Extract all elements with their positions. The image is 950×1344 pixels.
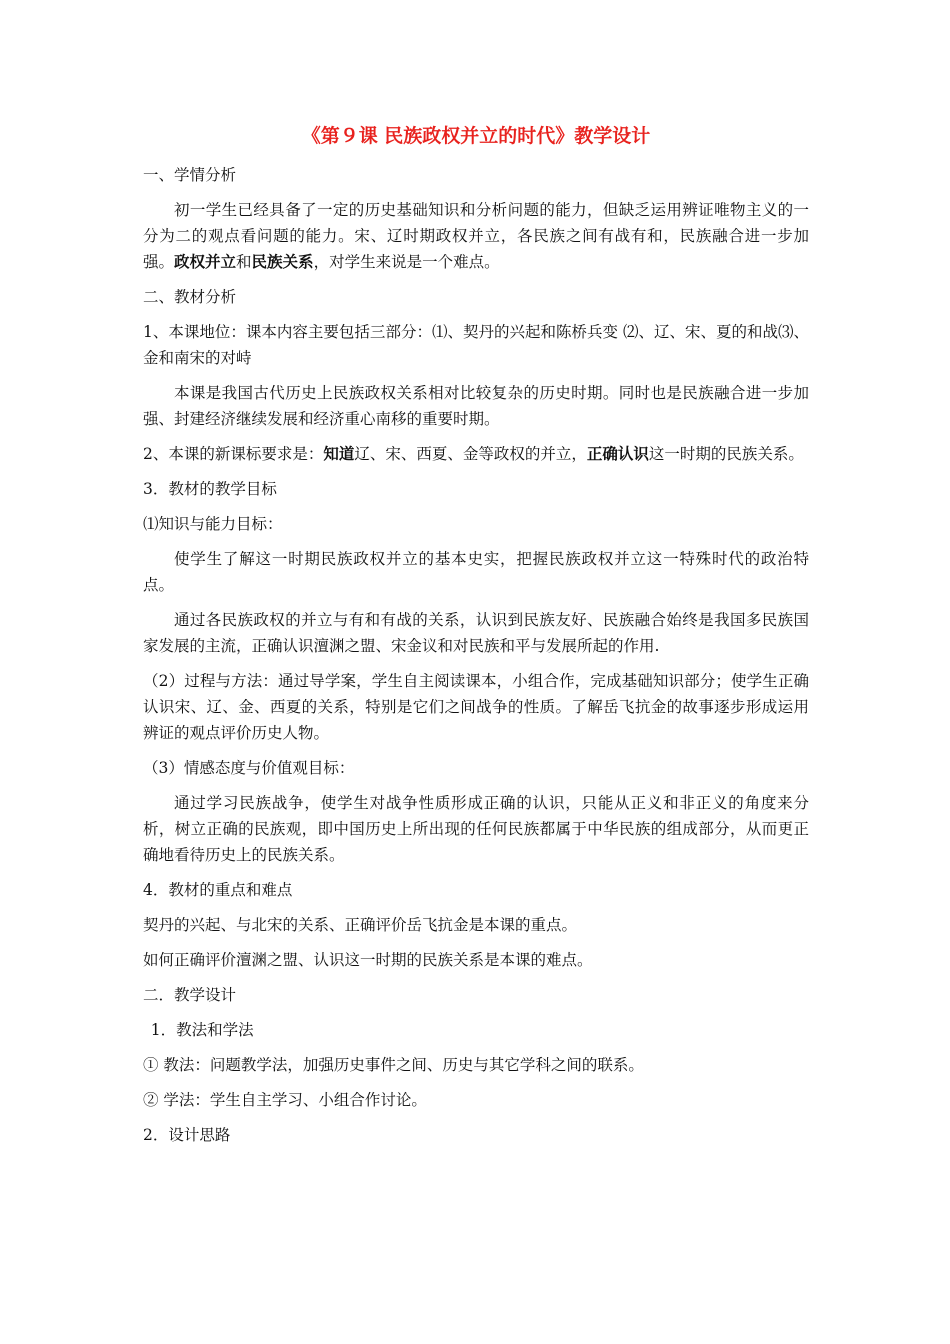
document-body [143, 122, 809, 1157]
section-heading-learner-analysis: 一、学情分析 [143, 166, 237, 184]
bold-term: 政权并立 [174, 252, 237, 271]
text-run: 这一时期的民族关系。 [648, 445, 804, 463]
lesson-position-item: 1、本课地位：课本内容主要包括三部分：⑴、契丹的兴起和陈桥兵变 ⑵、辽、宋、夏的和战⑶、金和南宋的对峙 [143, 323, 809, 367]
text-run: ，对学生来说是一个难点。 [313, 253, 500, 271]
attitude-goal-paragraph: 通过学习民族战争，使学生对战争性质形成正确的认识，只能从正义和非正义的角度来分析，树立正确的民族观，即中国历史上所出现的任何民族都属于中华民族的组成部分，从而更正确地看待历史上的民族关系。 [143, 794, 809, 864]
knowledge-goal-paragraph-2: 通过各民族政权的并立与有和有战的关系，认识到民族友好、民族融合始终是我国多民族国家发展的主流，正确认识澶渊之盟、宋金议和对民族和平与发展所起的作用. [143, 611, 809, 655]
learning-method-text: ② 学法：学生自主学习、小组合作讨论。 [143, 1091, 427, 1109]
text-run: 初一学生已经具备了一定的历史基础知识和分析问题的能力，但缺乏运用辨证唯物主义的一分为二的观点看问题的能力。宋、辽时期政权并立，各民族之间有战有和，民族融合进一步加强。 [143, 201, 809, 271]
text-run: 辽、宋、西夏、金等政权的并立， [354, 445, 587, 463]
attitude-goal-heading: （3）情感态度与价值观目标： [143, 759, 355, 777]
lesson-position-paragraph: 本课是我国古代历史上民族政权关系相对比较复杂的历史时期。同时也是民族融合进一步加强、封建经济继续发展和经济重心南移的重要时期。 [143, 384, 809, 428]
document-title: 《第９课 民族政权并立的时代》教学设计 [301, 125, 651, 147]
text-run: 2、本课的新课标要求是： [143, 445, 324, 463]
process-method-goal: （2）过程与方法：通过导学案，学生自主阅读课本，小组合作，完成基础知识部分；使学生正确认识宋、辽、金、西夏的关系，特别是它们之间战争的性质。了解岳飞抗金的故事逐步形成运用辨证的观点评价历史人物。 [143, 672, 809, 742]
bold-term: 正确认识 [586, 444, 649, 463]
knowledge-goal-paragraph-1: 使学生了解这一时期民族政权并立的基本史实，把握民族政权并立这一特殊时代的政治特点。 [143, 550, 809, 594]
teaching-goals-heading: 3．教材的教学目标 [143, 480, 277, 498]
bold-term: 知道 [323, 444, 355, 463]
methods-heading: 1．教法和学法 [150, 1021, 254, 1039]
section-heading-material-analysis: 二、教材分析 [143, 288, 237, 306]
curriculum-requirement-item [143, 441, 809, 467]
text-run: 和 [236, 253, 252, 271]
key-difficult-heading: 4．教材的重点和难点 [143, 881, 293, 899]
key-point-text: 契丹的兴起、与北宋的关系、正确评价岳飞抗金是本课的重点。 [143, 916, 578, 934]
bold-term: 民族关系 [251, 252, 314, 271]
teaching-method-text: ① 教法：问题教学法，加强历史事件之间、历史与其它学科之间的联系。 [143, 1056, 644, 1074]
section-heading-teaching-design: 二．教学设计 [143, 986, 237, 1004]
learner-analysis-paragraph [143, 197, 809, 275]
design-idea-heading: 2．设计思路 [143, 1126, 231, 1144]
difficult-point-text: 如何正确评价澶渊之盟、认识这一时期的民族关系是本课的难点。 [143, 951, 593, 969]
knowledge-goal-heading: ⑴知识与能力目标： [143, 515, 283, 533]
